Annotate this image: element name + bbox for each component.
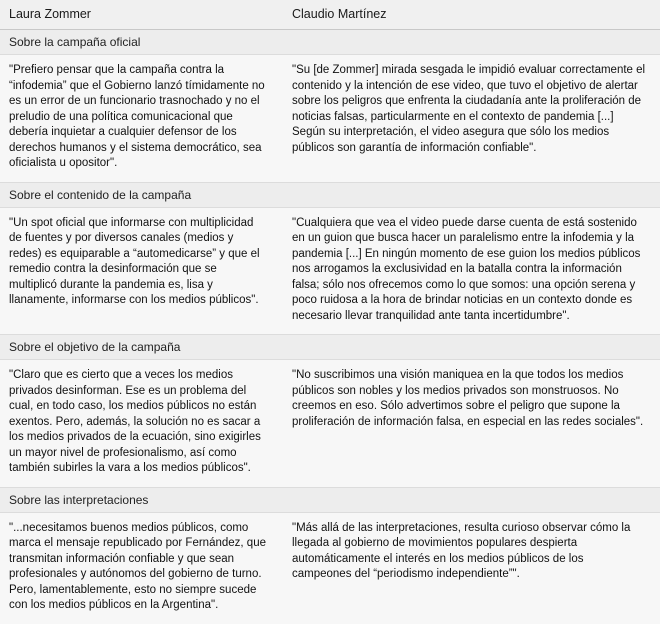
quote-cell-left	[0, 512, 275, 624]
row-gap	[275, 360, 283, 488]
quote-cell-right	[283, 360, 660, 488]
table-row	[0, 207, 660, 335]
section-header-row	[0, 487, 660, 512]
quote-cell-right	[283, 207, 660, 335]
header-cell-left	[0, 0, 275, 30]
quote-cell-left	[0, 207, 275, 335]
row-gap	[275, 55, 283, 183]
section-header-row	[0, 30, 660, 55]
section-title: Sobre las interpretaciones	[9, 492, 149, 507]
header-gap	[275, 0, 283, 30]
quote-right: "Su [de Zommer] mirada sesgada le impidió evaluar correctamente el contenido y la intención de ese video, que tuvo el objetivo de alertar sobre los peligros que enfrenta la ciudadanía ante la proliferación de noticias falsas, particularmente en el contexto de pandemia [...] Según su interpretación, el video asegura que sólo los medios públicos son garantía de información confiable".	[283, 55, 660, 166]
quote-left: "Claro que es cierto que a veces los medios privados desinforman. Ese es un problema del cual, en todo caso, los medios públicos no están exentos. Pero, además, la solución no es sacar a los medios privados de la ecuación, sino exigirles un mayor nivel de profesionalismo, así como también subirles la vara a los medios públicos".	[0, 360, 275, 487]
quote-right: "No suscribimos una visión maniquea en la que todos los medios públicos son nobles y los medios privados son monstruosos. No creemos en eso. Sólo advertimos sobre el peligro que supone la proliferación de información falsa, en especial en las redes sociales".	[283, 360, 660, 440]
section-title: Sobre el objetivo de la campaña	[9, 340, 181, 354]
quote-left: "Un spot oficial que informarse con multiplicidad de fuentes y por diversos canales (medios y redes) es equiparable a “automedicarse” y que el remedio contra la desinformación que se multiplicó durante la pandemia es, lisa y llanamente, informarse con los medios públicos".	[0, 208, 275, 319]
quote-left: "Prefiero pensar que la campaña contra la “infodemia” que el Gobierno lanzó tímidamente no es un error de un funcionario trasnochado y no el preludio de una política comunicacional que debería inquietar a cualquier defensor de los derechos humanos y el sistema democrático, sea oficialista u opositor".	[0, 55, 275, 182]
quote-right: "Más allá de las interpretaciones, resulta curioso observar cómo la llegada al gobierno de movimientos populares despierta automáticamente el interés en los medios públicos de los campeones del “periodismo independiente”".	[283, 513, 660, 593]
row-gap	[275, 207, 283, 335]
column-name-right: Claudio Martínez	[292, 7, 387, 21]
quote-cell-right	[283, 512, 660, 624]
table-header-row	[0, 0, 660, 30]
table-row	[0, 512, 660, 624]
row-gap	[275, 512, 283, 624]
section-title: Sobre la campaña oficial	[9, 35, 141, 49]
table-row	[0, 360, 660, 488]
quote-cell-right	[283, 55, 660, 183]
section-header-cell	[0, 30, 660, 55]
section-header-row	[0, 335, 660, 360]
header-cell-right	[283, 0, 660, 30]
section-header-cell	[0, 182, 660, 207]
quote-right: "Cualquiera que vea el video puede darse cuenta de está sostenido en un guion que busca hacer un paralelismo entre la infodemia y la pandemia [...] En ningún momento de ese guion los medios públicos nos arrogamos la exclusividad en la batalla contra la información falsa; sólo nos ofrecemos como lo que somos: una opción serena y poco ruidosa a la hora de brindar noticias en un contexto donde es necesario llevar tranquilidad ante tanta incertidumbre".	[283, 208, 660, 335]
section-title: Sobre el contenido de la campaña	[9, 187, 192, 202]
section-header-row	[0, 182, 660, 207]
section-header-cell	[0, 335, 660, 360]
quote-left: "...necesitamos buenos medios públicos, como marca el mensaje republicado por Fernández, que transmitan información confiable y que sean profesionales y autónomos del gobierno de turno. Pero, lamentablemente, esto no siempre sucede con los medios públicos en la Argentina".	[0, 513, 275, 624]
table-row	[0, 55, 660, 183]
column-name-left: Laura Zommer	[9, 7, 91, 21]
quote-cell-left	[0, 360, 275, 488]
quote-cell-left	[0, 55, 275, 183]
section-header-cell	[0, 487, 660, 512]
